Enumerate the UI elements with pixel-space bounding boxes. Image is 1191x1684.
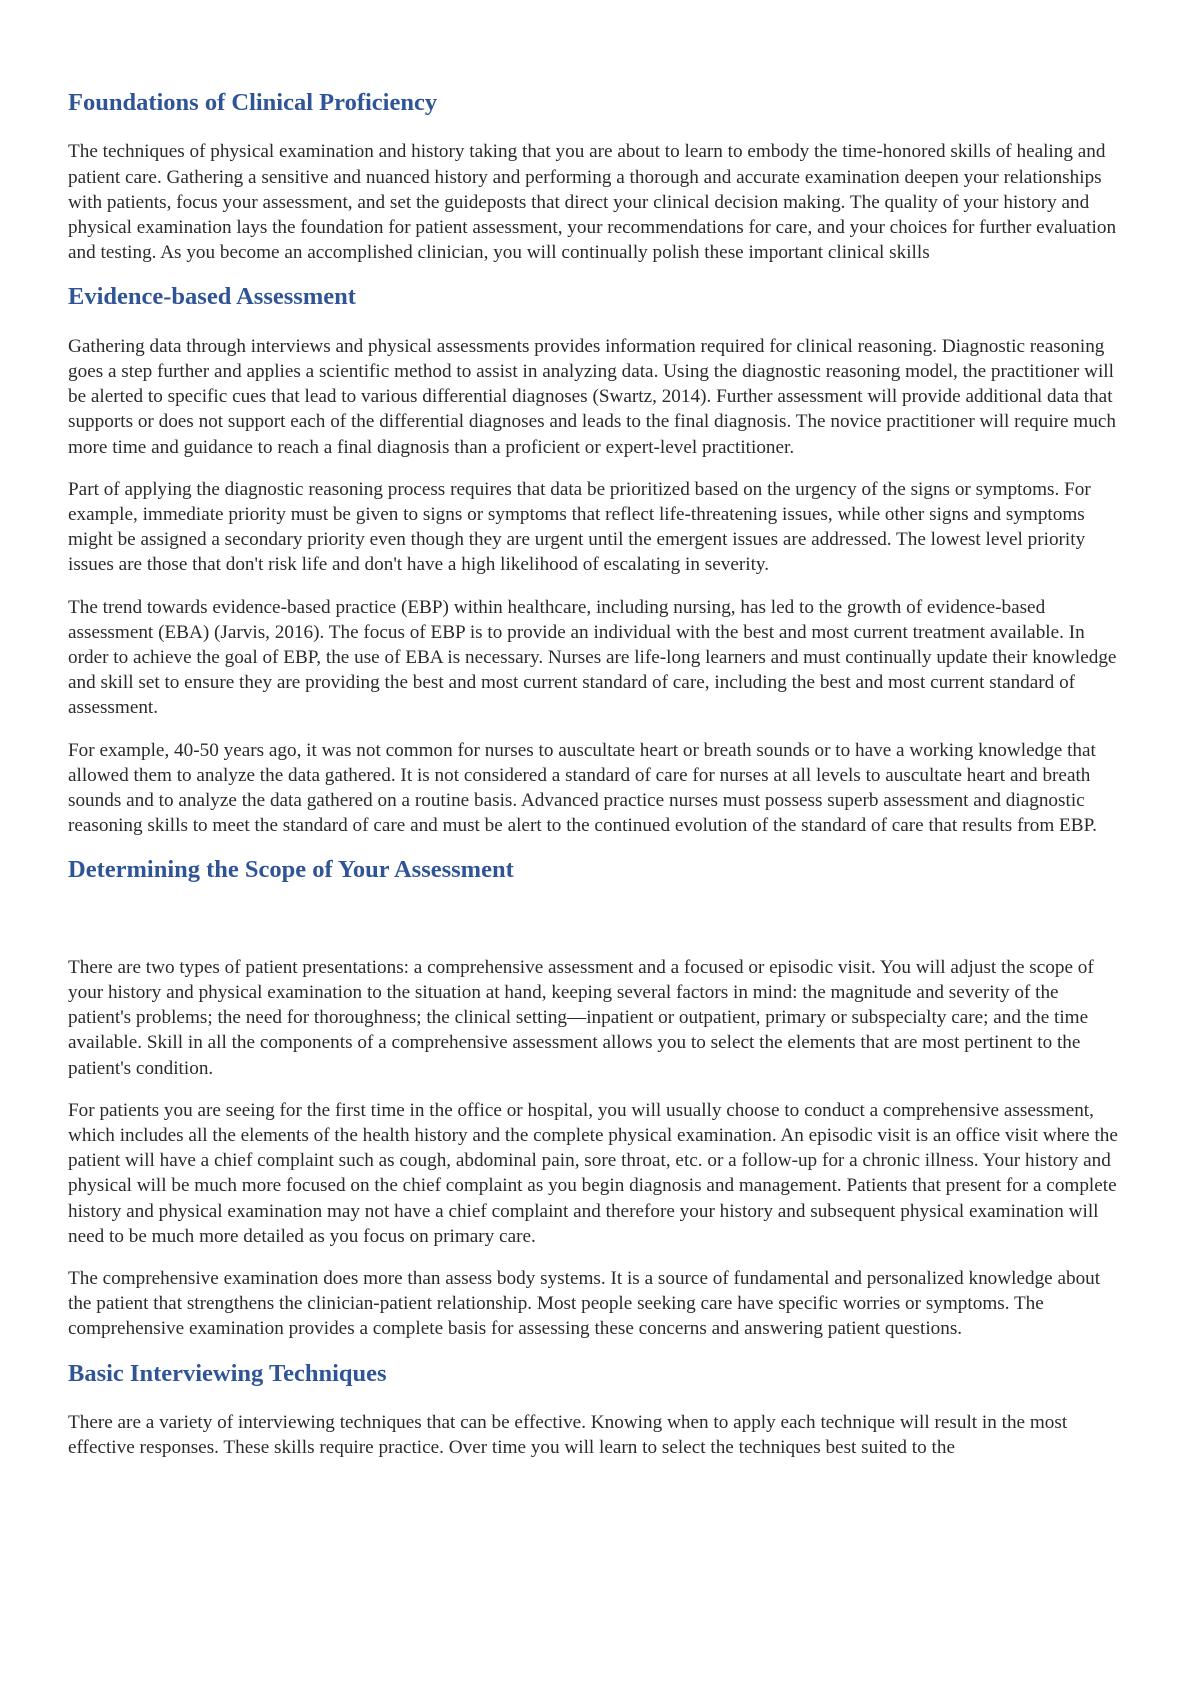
paragraph: There are a variety of interviewing techniques that can be effective. Knowing when to apply each technique will result in the most effective responses. These skills require practice. Over time you will learn to select the techniques best suited to the (68, 1412, 1068, 1459)
section-evidence-based-assessment (68, 282, 1124, 838)
document-page (68, 88, 1124, 1477)
paragraph: The comprehensive examination does more than assess body systems. It is a source of fundamental and personalized knowledge about the patient that strengthens the clinician-patient relationship. Most people seeking care have specific worries or symptoms. The comprehensive examination provides a complete basis for assessing these concerns and answering patient questions. (68, 1268, 1101, 1340)
paragraph: For patients you are seeing for the first time in the office or hospital, you will usually choose to conduct a comprehensive assessment, which includes all the elements of the health history and the complete physical examination. An episodic visit is an office visit where the patient will have a chief complaint such as cough, abdominal pain, sore throat, etc. or a follow-up for a chronic illness. Your history and physical will be much more focused on the chief complaint as you begin diagnosis and management. Patients that present for a complete history and physical examination may not have a chief complaint and therefore your history and subsequent physical examination will need to be much more detailed as you focus on primary care. (68, 1099, 1118, 1247)
paragraph: Part of applying the diagnostic reasoning process requires that data be prioritized based on the urgency of the signs or symptoms. For example, immediate priority must be given to signs or symptoms that reflect life-threatening issues, while other signs and symptoms might be assigned a secondary priority even though they are urgent until the emergent issues are addressed. The lowest level priority issues are those that don't risk life and don't have a high likelihood of escalating in severity. (68, 478, 1091, 576)
section-heading: Evidence-based Assessment (68, 283, 356, 311)
paragraph: The techniques of physical examination and history taking that you are about to learn to embody the time-honored skills of healing and patient care. Gathering a sensitive and nuanced history and performing a thorough and accurate examination deepen your relationships with patients, focus your assessment, and set the guideposts that direct your clinical decision making. The quality of your history and physical examination lays the foundation for patient assessment, your recommendations for care, and your choices for further evaluation and testing. As you become an accomplished clinician, you will continually polish these important clinical skills (68, 141, 1117, 264)
section-interviewing (68, 1359, 1124, 1461)
paragraph: The trend towards evidence-based practice (EBP) within healthcare, including nursing, has led to the growth of evidence-based assessment (EBA) (Jarvis, 2016). The focus of EBP is to provide an individual with the best and most current treatment available. In order to achieve the goal of EBP, the use of EBA is necessary. Nurses are life-long learners and must continually update their knowledge and skill set to ensure they are providing the best and most current standard of care, including the best and most current standard of assessment. (68, 596, 1117, 719)
section-heading: Basic Interviewing Techniques (68, 1359, 387, 1387)
section-heading: Foundations of Clinical Proficiency (68, 89, 438, 116)
paragraph: Gathering data through interviews and physical assessments provides information required for clinical reasoning. Diagnostic reasoning goes a step further and applies a scientific method to assist in analyzing data. Using the diagnostic reasoning model, the practitioner will be alerted to specific cues that lead to various differential diagnoses (Swartz, 2014). Further assessment will provide additional data that supports or does not support each of the differential diagnoses and leads to the final diagnosis. The novice practitioner will require much more time and guidance to reach a final diagnosis than a proficient or expert-level practitioner. (68, 335, 1116, 458)
spacer (68, 907, 1124, 955)
section-heading: Determining the Scope of Your Assessment (68, 856, 514, 884)
paragraph: For example, 40-50 years ago, it was not common for nurses to auscultate heart or breath sounds or to have a working knowledge that allowed them to analyze the data gathered. It is not considered a standard of care for nurses at all levels to auscultate heart and breath sounds and to analyze the data gathered on a routine basis. Advanced practice nurses must possess superb assessment and diagnostic reasoning skills to meet the standard of care and must be alert to the continued evolution of the standard of care that results from EBP. (68, 739, 1097, 837)
section-scope (68, 855, 1124, 1341)
paragraph: There are two types of patient presentations: a comprehensive assessment and a focused or episodic visit. You will adjust the scope of your history and physical examination to the situation at hand, keeping several factors in mind: the magnitude and severity of the patient's problems; the need for thoroughness; the clinical setting—inpatient or outpatient, primary or subspecialty care; and the time available. Skill in all the components of a comprehensive assessment allows you to select the elements that are most pertinent to the patient's condition. (68, 956, 1094, 1079)
section-foundations (68, 88, 1124, 265)
